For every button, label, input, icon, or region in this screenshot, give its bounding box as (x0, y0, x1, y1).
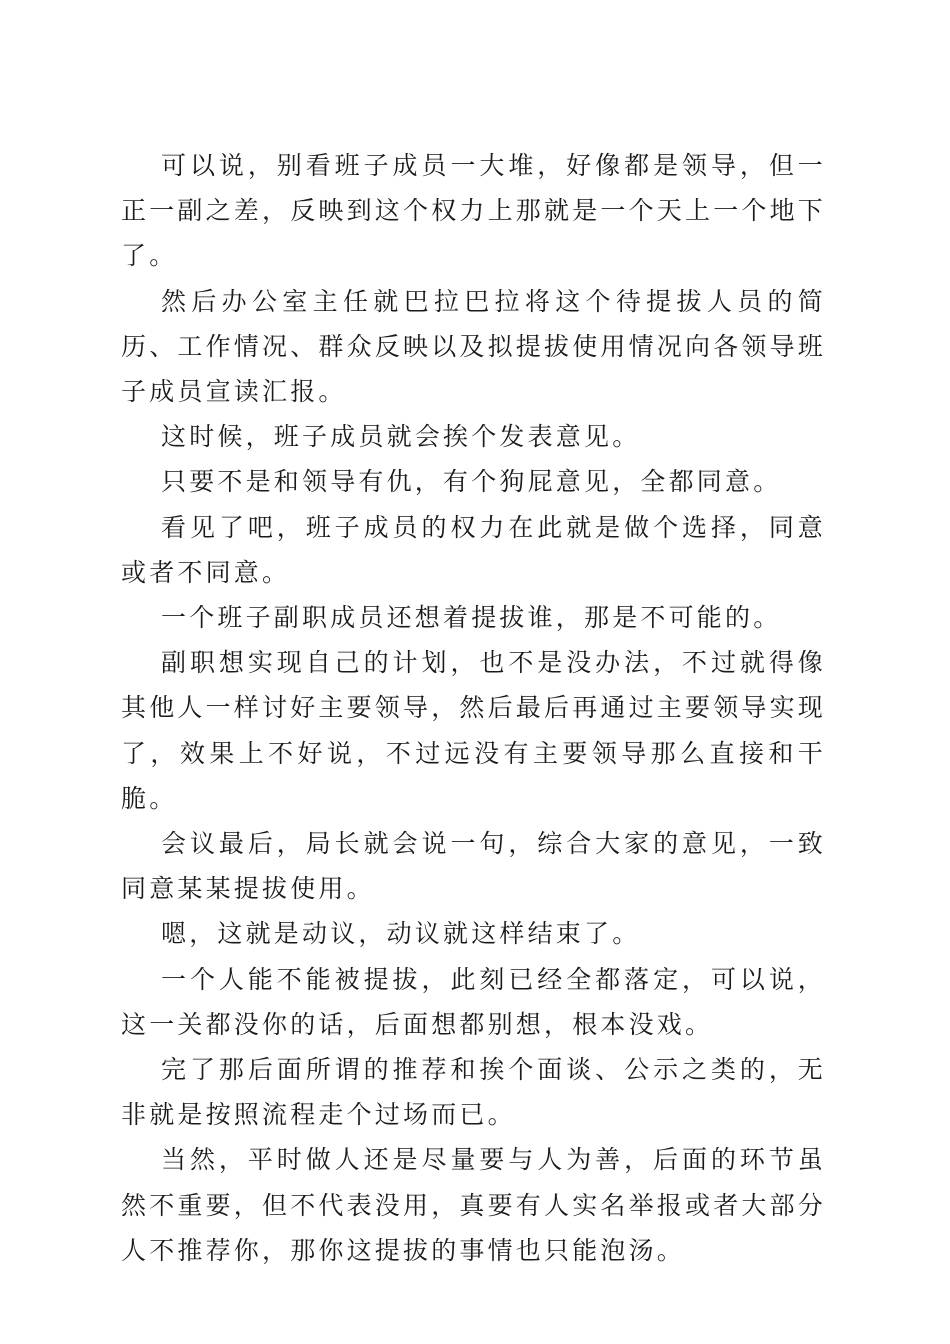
paragraph-12: 当然，平时做人还是尽量要与人为善，后面的环节虽然不重要，但不代表没用，真要有人实名举报或者大部分人不推荐你，那你这提拔的事情也只能泡汤。 (121, 1145, 827, 1265)
paragraph-2: 然后办公室主任就巴拉巴拉将这个待提拔人员的简历、工作情况、群众反映以及拟提拔使用情况向各领导班子成员宣读汇报。 (121, 286, 827, 407)
paragraph-11: 完了那后面所谓的推荐和挨个面谈、公示之类的，无非就是按照流程走个过场而已。 (121, 1055, 826, 1130)
paragraph-4: 只要不是和领导有仇，有个狗屁意见，全都同意。 (161, 467, 782, 497)
document-body (121, 143, 826, 1273)
paragraph-9: 嗯，这就是动议，动议就这样结束了。 (161, 919, 641, 949)
paragraph-8: 会议最后，局长就会说一句，综合大家的意见，一致同意某某提拔使用。 (121, 829, 826, 904)
paragraph-5: 看见了吧，班子成员的权力在此就是做个选择，同意或者不同意。 (121, 512, 826, 587)
paragraph-10: 一个人能不能被提拔，此刻已经全都落定，可以说，这一关都没你的话，后面想都别想，根本没戏。 (121, 964, 826, 1039)
paragraph-7: 副职想实现自己的计划，也不是没办法，不过就得像其他人一样讨好主要领导，然后最后再通过主要领导实现了，效果上不好说，不过远没有主要领导那么直接和干脆。 (121, 648, 827, 813)
paragraph-6: 一个班子副职成员还想着提拔谁，那是不可能的。 (161, 603, 782, 633)
paragraph-1: 可以说，别看班子成员一大堆，好像都是领导，但一正一副之差，反映到这个权力上那就是一个天上一个地下了。 (121, 151, 827, 271)
paragraph-3: 这时候，班子成员就会挨个发表意见。 (161, 422, 641, 452)
